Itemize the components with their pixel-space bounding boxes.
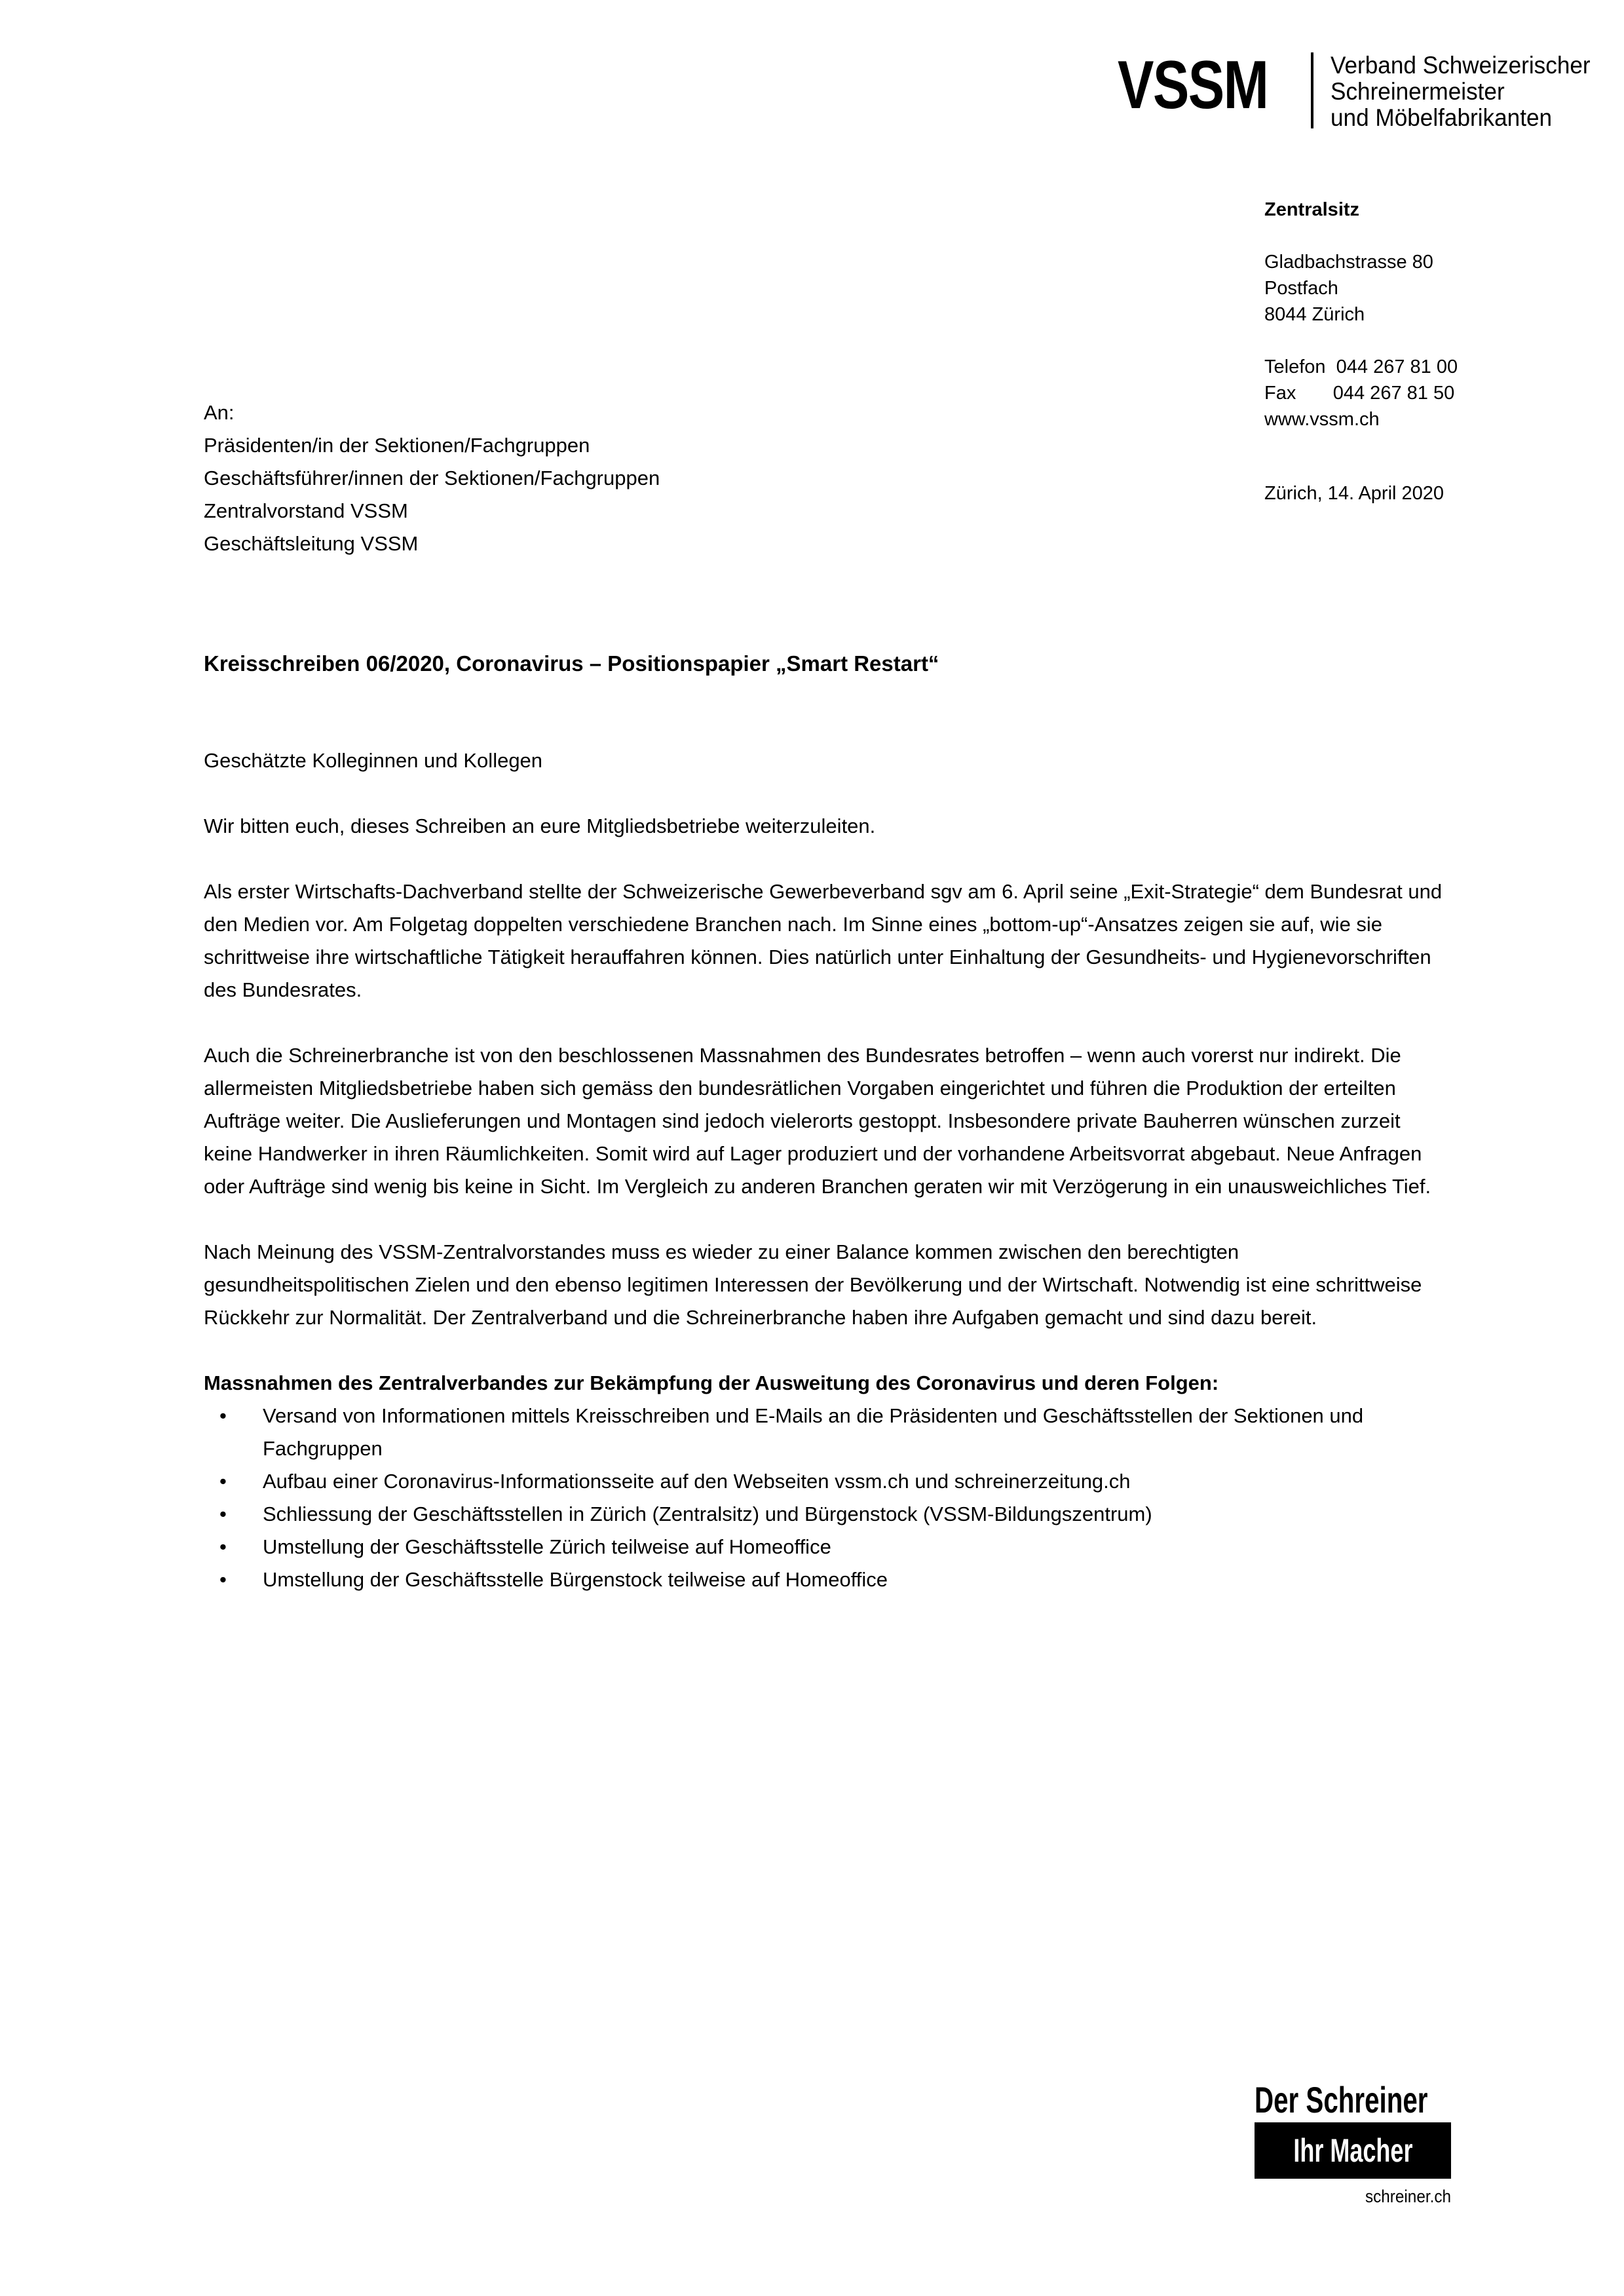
letter-salutation: Geschätzte Kolleginnen und Kollegen — [204, 749, 543, 772]
letter-paragraph-1: Wir bitten euch, dieses Schreiben an eure Mitgliedsbetriebe weiterzuleiten. — [204, 814, 876, 837]
letter-paragraph-2: Als erster Wirtschafts-Dachverband stellte der Schweizerische Gewerbeverband sgv am 6. April seine „Exit-Strategie“ dem Bundesrat und den Medien vor. Am Folgetag doppelten verschiedene Branchen nach. Im Sinne eines „bottom-up“-Ansatzes zeigen sie auf, wie sie schrittweise ihre wirtschaftliche Tätigkeit herauffahren können. Dies natürlich unter Einhaltung der Gesundheits- und Hygienevorschriften des Bundesrates. — [204, 880, 1443, 1001]
list-item-label: Versand von Informationen mittels Kreisschreiben und E-Mails an die Präsidenten und Geschäftsstellen der Sektionen und Fachgruppen — [263, 1404, 1364, 1460]
letter-paragraph-4: Nach Meinung des VSSM-Zentralvorstandes muss es wieder zu einer Balance kommen zwischen den berechtigten gesundheitspolitischen Zielen und den ebenso legitimen Interessen der Bevölkerung und der Wirtschaft. Notwendig ist eine schrittweise Rückkehr zur Normalität. Der Zentralverband und die Schreinerbranche haben ihre Aufgaben gemacht und sind dazu bereit. — [204, 1240, 1422, 1329]
vssm-wordmark: VSSM — [1118, 47, 1268, 123]
spacer-2 — [204, 1006, 1462, 1039]
letter-body — [204, 649, 1462, 1596]
der-schreiner-line-1: Der Schreiner — [1255, 2079, 1428, 2120]
bullet-icon: • — [219, 1502, 227, 1525]
list-item — [204, 1563, 1462, 1596]
ihr-macher-bar — [1255, 2122, 1451, 2179]
address-website: www.vssm.ch — [1264, 409, 1380, 430]
letter-date: Zürich, 14. April 2020 — [1264, 483, 1445, 504]
spacer-after-subject — [204, 679, 1462, 744]
address-city: 8044 Zürich — [1264, 304, 1365, 325]
recipient-line-2: Geschäftsführer/innen der Sektionen/Fachgruppen — [204, 467, 660, 489]
list-item — [204, 1400, 1462, 1465]
spacer-4 — [204, 1334, 1462, 1367]
list-item-label: Schliessung der Geschäftsstellen in Zürich (Zentralsitz) und Bürgenstock (VSSM-Bildungszentrum) — [263, 1502, 1152, 1525]
measures-heading: Massnahmen des Zentralverbandes zur Bekämpfung der Ausweitung des Coronavirus und deren Folgen: — [204, 1371, 1219, 1394]
logo-tagline-line-2: Schreinermeister — [1330, 78, 1505, 105]
letter-paragraph-3: Auch die Schreinerbranche ist von den beschlossenen Massnahmen des Bundesrates betroffen – wenn auch vorerst nur indirekt. Die allermeisten Mitgliedsbetriebe haben sich gemäss den bundesrätlichen Vorgaben eingerichtet und führen die Produktion der erteilten Aufträge weiter. Die Auslieferungen und Montagen sind jedoch vielerorts gestoppt. Insbesondere private Bauherren wünschen zurzeit keine Handwerker in ihren Räumlichkeiten. Somit wird auf Lager produziert und der vorhandene Arbeitsvorrat abgebaut. Neue Anfragen oder Aufträge sind wenig bis keine in Sicht. Im Vergleich zu anderen Branchen geraten wir mit Verzögerung in ein unausweichliches Tief. — [204, 1044, 1431, 1198]
logo-tagline — [1331, 51, 1604, 131]
bullet-icon: • — [219, 1470, 227, 1493]
letter-subject: Kreisschreiben 06/2020, Coronavirus – Positionspapier „Smart Restart“ — [204, 651, 939, 676]
list-item — [204, 1531, 1462, 1563]
logo-divider-rule — [1311, 52, 1313, 128]
bullet-icon: • — [219, 1568, 227, 1591]
list-item-label: Umstellung der Geschäftsstelle Bürgenstock teilweise auf Homeoffice — [263, 1568, 888, 1591]
address-street: Gladbachstrasse 80 — [1264, 252, 1433, 273]
recipient-line-4: Geschäftsleitung VSSM — [204, 532, 419, 555]
bullet-icon: • — [219, 1404, 227, 1427]
recipient-line-1: Präsidenten/in der Sektionen/Fachgruppen — [204, 434, 590, 457]
spacer-3 — [204, 1203, 1462, 1236]
recipient-line-3: Zentralvorstand VSSM — [204, 499, 408, 522]
sender-address-block — [1264, 197, 1458, 432]
schreiner-url: schreiner.ch — [1365, 2187, 1451, 2206]
logo-tagline-line-1: Verband Schweizerischer — [1330, 52, 1591, 79]
address-spacer — [1264, 328, 1458, 354]
spacer-1 — [204, 843, 1462, 875]
der-schreiner-line-2: Ihr Macher — [1293, 2132, 1413, 2169]
address-fax: Fax 044 267 81 50 — [1264, 383, 1455, 404]
list-item — [204, 1498, 1462, 1531]
measures-list — [204, 1400, 1462, 1596]
list-item-label: Umstellung der Geschäftsstelle Zürich teilweise auf Homeoffice — [263, 1535, 831, 1558]
address-pobox: Postfach — [1264, 278, 1338, 299]
recipient-block — [204, 396, 660, 560]
der-schreiner-logo — [1255, 2080, 1451, 2206]
list-item — [204, 1465, 1462, 1498]
address-phone: Telefon 044 267 81 00 — [1264, 356, 1458, 377]
bullet-icon: • — [219, 1535, 227, 1558]
vssm-logo — [1118, 47, 1604, 131]
list-item-label: Aufbau einer Coronavirus-Informationsseite auf den Webseiten vssm.ch und schreinerzeitung.ch — [263, 1470, 1131, 1493]
address-heading: Zentralsitz — [1264, 199, 1360, 220]
spacer-after-salutation — [204, 777, 1462, 810]
logo-tagline-line-3: und Möbelfabrikanten — [1330, 104, 1552, 131]
recipient-to-label: An: — [204, 401, 235, 424]
